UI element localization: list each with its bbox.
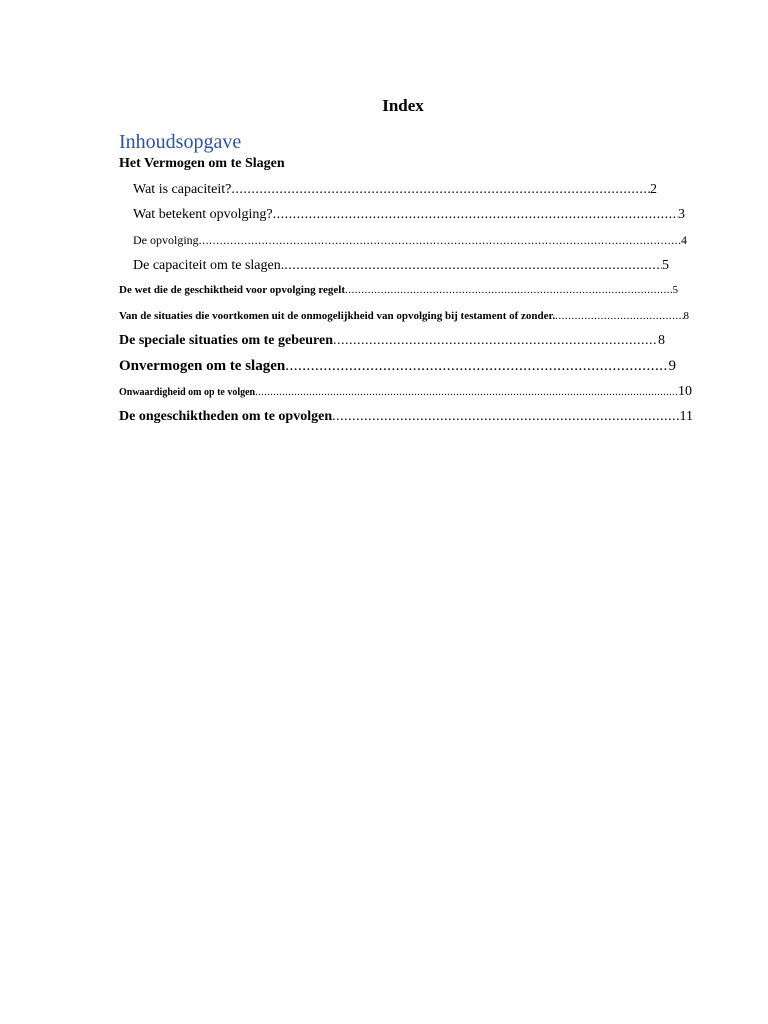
toc-entry-label: Wat betekent opvolging? bbox=[133, 207, 273, 222]
toc-leader bbox=[255, 387, 678, 398]
toc-entry[interactable] bbox=[119, 333, 665, 349]
toc-entry-label: Onwaardigheid om op te volgen bbox=[119, 387, 256, 398]
toc-entry-page: 2 bbox=[650, 182, 657, 197]
toc-entry-label: De opvolging bbox=[133, 233, 199, 247]
toc-entry-label: Wat is capaciteit? bbox=[133, 182, 232, 197]
toc-leader bbox=[555, 310, 683, 322]
toc-entry[interactable] bbox=[119, 409, 693, 425]
toc-entry-page: 9 bbox=[668, 358, 676, 374]
toc-entry[interactable] bbox=[119, 358, 676, 375]
toc-leader bbox=[284, 258, 662, 274]
toc-heading: Inhoudsopgave bbox=[119, 131, 242, 153]
toc-entry-page: 8 bbox=[658, 333, 665, 348]
toc-entry-label: Van de situaties die voortkomen uit de onmogelijkheid van opvolging bij testament of zonder. bbox=[119, 310, 556, 322]
toc-section-heading: Het Vermogen om te Slagen bbox=[119, 156, 285, 171]
page-title: Index bbox=[382, 96, 424, 115]
toc-leader bbox=[273, 207, 678, 223]
toc-entry-page: 11 bbox=[679, 409, 693, 424]
toc-entry-page: 4 bbox=[681, 233, 687, 247]
toc-entry-page: 8 bbox=[683, 310, 689, 322]
toc-entry-page: 10 bbox=[678, 384, 692, 399]
toc-leader bbox=[199, 233, 681, 248]
toc-entry-label: De capaciteit om te slagen. bbox=[133, 258, 285, 273]
toc-leader bbox=[231, 182, 650, 198]
toc-entry[interactable] bbox=[119, 310, 689, 322]
toc-entry[interactable] bbox=[133, 258, 669, 274]
toc-leader bbox=[332, 409, 679, 425]
toc-leader bbox=[345, 284, 673, 296]
toc-entry[interactable] bbox=[133, 207, 685, 223]
toc-entry[interactable] bbox=[133, 182, 657, 198]
toc-entry-page: 5 bbox=[672, 284, 678, 296]
toc-entry-label: De ongeschiktheden om te opvolgen bbox=[119, 409, 333, 424]
toc-entry-label: Onvermogen om te slagen bbox=[119, 358, 286, 374]
toc-entry-label: De wet die de geschiktheid voor opvolging regelt bbox=[119, 284, 345, 296]
toc-entry[interactable] bbox=[119, 384, 692, 400]
toc-entry-page: 5 bbox=[662, 258, 669, 273]
toc-leader bbox=[333, 333, 658, 349]
toc-entry-label: De speciale situaties om te gebeuren bbox=[119, 333, 333, 348]
toc-entry[interactable] bbox=[119, 284, 678, 296]
toc-leader bbox=[285, 358, 668, 375]
toc-entry-page: 3 bbox=[678, 207, 685, 222]
toc-entry[interactable] bbox=[133, 233, 687, 248]
